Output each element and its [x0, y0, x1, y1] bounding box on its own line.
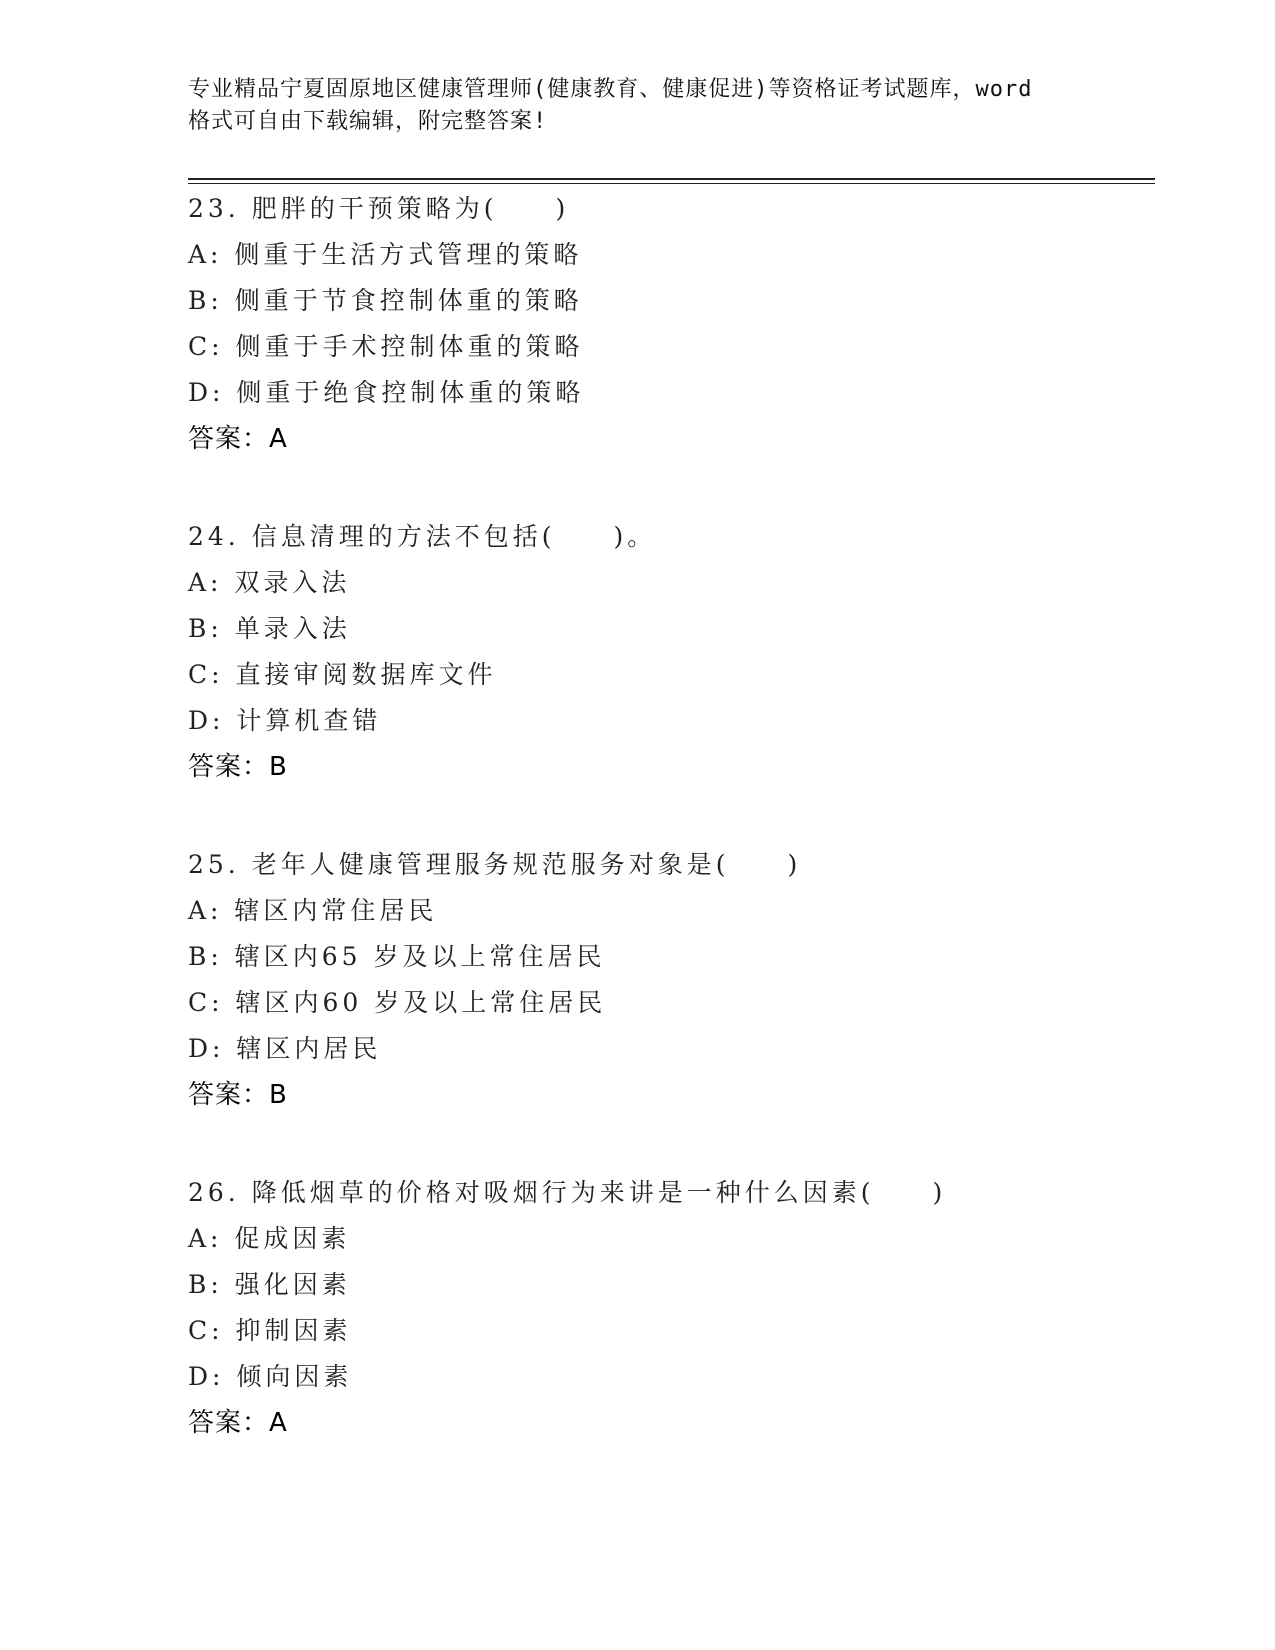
question-stem: 26. 降低烟草的价格对吸烟行为来讲是一种什么因素( ) [188, 1178, 947, 1207]
document-header [188, 74, 1108, 138]
option-a: A: 辖区内常住居民 [188, 896, 438, 925]
option-b: B: 强化因素 [188, 1270, 351, 1299]
option-a: A: 双录入法 [188, 568, 351, 597]
option-d: D: 计算机查错 [188, 706, 382, 735]
option-b: B: 单录入法 [188, 614, 351, 643]
header-line-1: 专业精品宁夏固原地区健康管理师(健康教育、健康促进)等资格证考试题库，word [188, 77, 1033, 102]
question-26 [188, 1170, 1148, 1446]
option-c: C: 抑制因素 [188, 1316, 352, 1345]
option-d: D: 侧重于绝食控制体重的策略 [188, 378, 585, 407]
option-d: D: 辖区内居民 [188, 1034, 382, 1063]
option-c: C: 侧重于手术控制体重的策略 [188, 332, 584, 361]
option-a: A: 促成因素 [188, 1224, 351, 1253]
answer-line: 答案：A [188, 424, 288, 454]
question-list [188, 186, 1148, 1446]
question-24 [188, 514, 1148, 790]
header-divider-thin [188, 183, 1155, 184]
answer-line: 答案：B [188, 752, 288, 782]
answer-line: 答案：B [188, 1080, 288, 1110]
option-b: B: 侧重于节食控制体重的策略 [188, 286, 583, 315]
question-25 [188, 842, 1148, 1118]
option-a: A: 侧重于生活方式管理的策略 [188, 240, 583, 269]
question-stem: 25. 老年人健康管理服务规范服务对象是( ) [188, 850, 802, 879]
question-stem: 24. 信息清理的方法不包括( )。 [188, 522, 657, 551]
option-c: C: 辖区内60 岁及以上常住居民 [188, 988, 607, 1017]
question-23 [188, 186, 1148, 462]
option-d: D: 倾向因素 [188, 1362, 353, 1391]
option-b: B: 辖区内65 岁及以上常住居民 [188, 942, 606, 971]
question-stem: 23. 肥胖的干预策略为( ) [188, 194, 570, 223]
header-line-2: 格式可自由下载编辑，附完整答案! [188, 109, 548, 134]
header-divider-thick [188, 178, 1155, 180]
answer-line: 答案：A [188, 1408, 288, 1438]
option-c: C: 直接审阅数据库文件 [188, 660, 497, 689]
